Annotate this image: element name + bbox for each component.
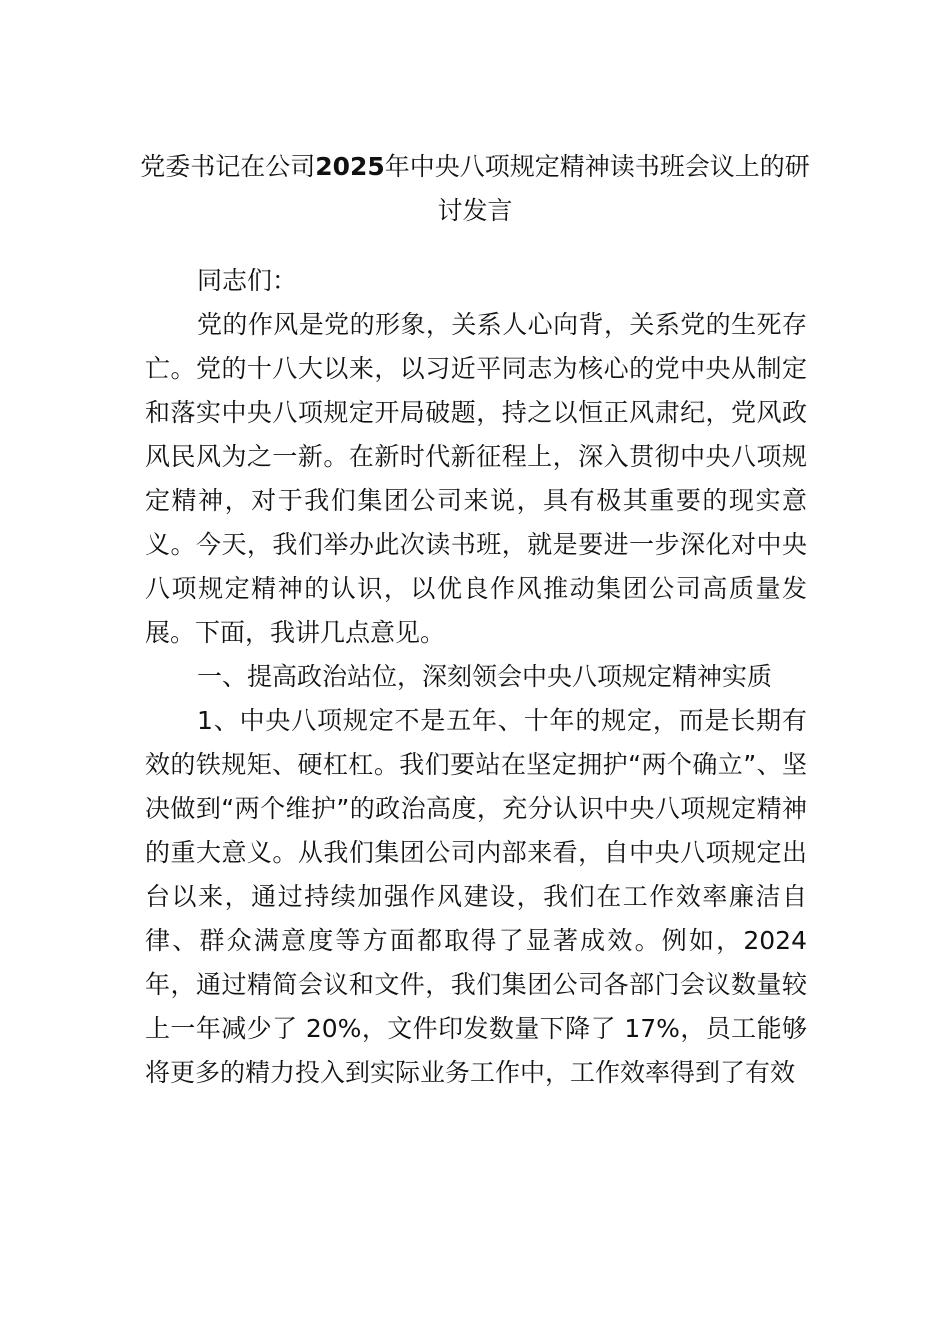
paragraph-point-1: 1、中央八项规定不是五年、十年的规定，而是长期有效的铁规矩、硬杠杠。我们要站在坚定拥护“两个确立”、坚决做到“两个维护”的政治高度，充分认识中央八项规定精神的重大意义。从我们集团公司内部来看，自中央八项规定出台以来，通过持续加强作风建设，我们在工作效率廉洁自律、群众满意度等方面都取得了显著成效。例如，2024 年，通过精简会议和文件，我们集团公司各部门会议数量较上一年减少了 20%，文件印发数量下降了 17%，员工能够将更多的精力投入到实际业务工作中，工作效率得到了有效 [145,706,807,1087]
document-title [140,145,810,233]
document-body [145,259,807,1095]
salutation: 同志们： [197,266,298,295]
title-text-part2: 年中央八项规定精神读书班会议上的研讨发言 [384,152,810,225]
title-year: 2025 [315,152,385,181]
paragraph-intro: 党的作风是党的形象，关系人心向背，关系党的生死存亡。党的十八大以来，以习近平同志为核心的党中央从制定和落实中央八项规定开局破题，持之以恒正风肃纪，党风政风民风为之一新。在新时代新征程上，深入贯彻中央八项规定精神，对于我们集团公司来说，具有极其重要的现实意义。今天，我们举办此次读书班，就是要进一步深化对中央八项规定精神的认识，以优良作风推动集团公司高质量发展。下面，我讲几点意见。 [145,310,807,647]
title-text-part1: 党委书记在公司 [140,152,316,181]
section-heading-1: 一、提高政治站位，深刻领会中央八项规定精神实质 [197,662,773,691]
